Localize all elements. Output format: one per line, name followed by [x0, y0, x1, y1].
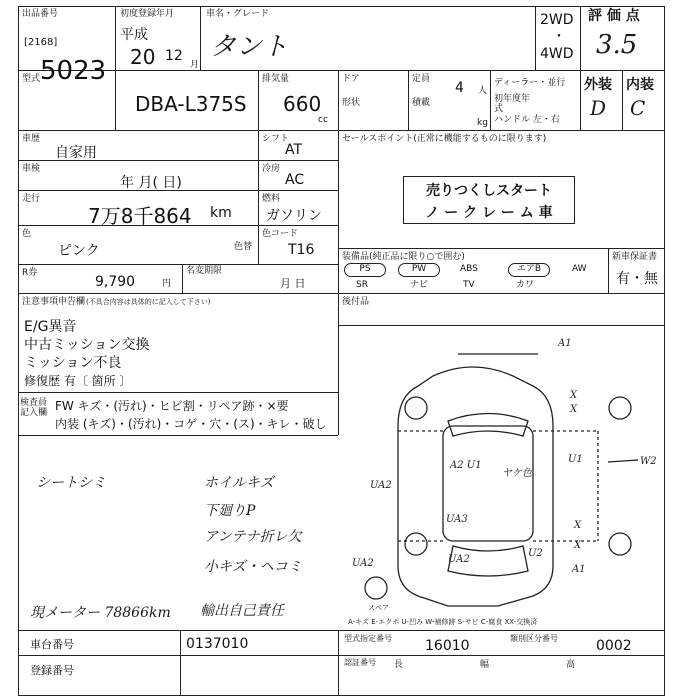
month-unit: 月 [190, 60, 200, 70]
mark-ua2-left: UA2 [370, 480, 392, 491]
handle-label: ハンドル 左・右 [494, 115, 560, 125]
spare-tire-icon [365, 577, 387, 599]
hline [18, 435, 338, 436]
exterior-grade: D [590, 96, 607, 120]
repair-history: 修復歴 有〔 箇所 〕 [24, 374, 132, 388]
model-label: 型式 [22, 74, 41, 84]
mark-a1-top: A1 [558, 338, 572, 349]
color-label: 色 [22, 229, 32, 239]
fuel-label: 燃料 [262, 194, 281, 204]
hline [18, 130, 665, 131]
color-change-label: 色替 [234, 242, 253, 252]
vline [182, 264, 183, 294]
note-line-1: E/G異音 [24, 319, 77, 335]
shape-label: 形状 [342, 98, 361, 108]
fuel: ガソリン [266, 208, 322, 224]
first-reg-label: 初度登録年月 [120, 9, 175, 19]
color-code-label: 色コード [262, 229, 299, 239]
height-label: 高 [566, 660, 576, 670]
term: 月 日 [280, 277, 306, 290]
length-label: 長 [394, 660, 404, 670]
inspection-label: 車検 [22, 164, 41, 174]
mark-u1-right: U1 [568, 454, 583, 465]
model: DBA-L375S [135, 92, 247, 116]
load-unit: kg [477, 118, 488, 128]
handwritten-export: 輸出自己責任 [200, 603, 284, 619]
sales-point-stamp [403, 176, 575, 224]
spare-label: スペア [368, 604, 389, 612]
mark-ua2-spare: UA2 [352, 558, 374, 569]
ac-label: 冷房 [262, 164, 281, 174]
note-line-3: ミッション不良 [24, 355, 122, 371]
reg-label: 登録番号 [30, 664, 74, 677]
lot-number: 5023 [40, 56, 107, 86]
inspector-line1: FW キズ・(汚れ)・ヒビ割・リペア跡・×要 [55, 399, 289, 413]
car-body-outline [398, 367, 553, 606]
hline [18, 655, 665, 656]
chassis-label: 車台番号 [30, 638, 74, 651]
handwritten-note-3: アンテナ折レ欠 [204, 529, 302, 545]
handwritten-note-4: 小キズ・ヘコミ [204, 559, 302, 575]
handwritten-note-1: ホイルキズ [204, 475, 274, 491]
car-name: タント [210, 32, 289, 62]
vline [115, 6, 116, 130]
displacement: 660 [283, 92, 322, 116]
equip-leather: カワ [516, 280, 535, 290]
handwritten-odometer: 現メーター 78866km [30, 605, 171, 621]
outer-bottom [18, 695, 665, 696]
handwritten-seat-stain: シートシミ [36, 475, 106, 491]
vline [608, 248, 609, 293]
doors-label: ドア [342, 74, 360, 84]
mileage: 7万8千864 [88, 204, 192, 228]
type-cert-label: 型式指定番号 [344, 634, 392, 643]
sales-point-label: セールスポイント(正常に機能するものに限ります) [342, 134, 547, 144]
equip-sr: SR [356, 280, 368, 290]
mark-burn: ヤケ色 [502, 468, 532, 479]
hline [18, 264, 338, 265]
drive-2wd: 2WD [540, 12, 574, 28]
class-number: 0002 [596, 638, 632, 654]
load-label: 積載 [412, 98, 431, 108]
lot-number-label: 出品番号 [22, 9, 59, 19]
displacement-label: 排気量 [262, 74, 290, 84]
equip-tv: TV [463, 280, 475, 290]
equipment-label: 装備品(純正品に限り○で囲む) [342, 252, 465, 262]
wheel-front-right-icon [609, 397, 631, 419]
auth-label: 認証番号 [344, 658, 376, 667]
sales-point-line2: ノ ー ク レ ー ム 車 [425, 205, 553, 221]
side-guide-lines [398, 431, 598, 541]
mileage-label: 走行 [22, 194, 41, 204]
inspector-line2: 内装 (キズ)・(汚れ)・コゲ・穴・(ス)・キレ・破し [55, 417, 327, 431]
drive-4wd: 4WD [540, 46, 574, 62]
mileage-unit: km [210, 205, 232, 221]
mark-x-4: X [574, 540, 582, 551]
interior-grade: C [630, 96, 646, 120]
rating: 3.5 [596, 30, 638, 60]
outer-left [18, 6, 19, 696]
mark-x-3: X [574, 520, 582, 531]
vline [535, 6, 536, 70]
vline [180, 630, 181, 695]
exterior-label: 外装 [584, 77, 612, 93]
model-year-label: 初年度年式 [494, 94, 531, 114]
sales-point-line1: 売りつくしスタート [426, 183, 552, 199]
mark-ua2-rear: UA2 [448, 554, 470, 565]
notes-sublabel: (不具合内容は具体的に記入して下さい) [86, 298, 211, 306]
vline [622, 70, 623, 130]
mark-u2: U2 [528, 548, 543, 559]
rating-label: 評 価 点 [588, 8, 640, 24]
displacement-unit: cc [318, 115, 328, 125]
color-code: T16 [288, 242, 315, 258]
hline [338, 248, 665, 249]
mark-w2: W2 [640, 456, 657, 467]
color: ピンク [58, 243, 100, 259]
new-warranty-label: 新車保証書 [612, 252, 658, 262]
vline [258, 70, 259, 265]
type-cert: 16010 [425, 638, 470, 654]
equip-abs: ABS [460, 264, 478, 274]
wheel-rear-left-icon [405, 533, 427, 555]
damage-legend: A-キズ E-エクボ U-凹み W-補修跡 S-サビ C-腐食 XX-交換済 [348, 618, 538, 626]
vline [580, 6, 581, 130]
outer-right [664, 6, 665, 696]
recycle: 9,790 [95, 274, 136, 290]
class-label: 類別区分番号 [510, 634, 558, 643]
hline [18, 392, 338, 393]
recycle-unit: 円 [162, 279, 172, 289]
history-label: 車歴 [22, 134, 41, 144]
note-arrow [608, 460, 638, 462]
width-label: 幅 [480, 660, 490, 670]
mark-x-2: X [570, 404, 578, 415]
vline [490, 70, 491, 130]
mark-x-1: X [570, 390, 578, 401]
equip-navi: ナビ [410, 280, 429, 290]
warranty: 有・無 [616, 271, 658, 287]
lot-code: [2168] [24, 37, 58, 48]
reg-month: 12 [165, 48, 183, 64]
interior-label: 内装 [626, 77, 654, 93]
history: 自家用 [55, 145, 97, 161]
handwritten-note-2: 下廻りP [204, 503, 256, 519]
hline [18, 293, 665, 294]
mark-a1-rear: A1 [572, 564, 586, 575]
capacity: 4 [455, 80, 464, 96]
car-name-label: 車名・グレード [206, 9, 270, 19]
ac: AC [285, 172, 305, 188]
note-line-2: 中古ミッション交換 [24, 337, 150, 353]
capacity-unit: 人 [478, 86, 488, 96]
equip-pw: PW [398, 263, 440, 277]
car-damage-diagram [338, 326, 664, 630]
mark-a2-u1: A2 U1 [450, 460, 482, 471]
vline [338, 630, 339, 695]
shift: AT [285, 142, 303, 158]
vline [200, 6, 201, 70]
equip-aw: AW [572, 264, 587, 274]
drive-dot: ・ [552, 29, 566, 45]
equip-airbag: エアB [508, 263, 550, 277]
chassis-number: 0137010 [186, 636, 249, 652]
extra-label: 後付品 [342, 297, 370, 307]
wheel-rear-right-icon [609, 533, 631, 555]
equip-ps: PS [344, 263, 386, 277]
notes-label: 注意事項申告欄 [22, 297, 86, 307]
vline [408, 70, 409, 130]
term-label: 名変期限 [186, 266, 223, 276]
capacity-label: 定員 [412, 74, 431, 84]
dealer-label: ディーラー・並行 [494, 78, 566, 88]
hline [18, 630, 665, 631]
reg-year: 20 [130, 45, 156, 69]
inspection: 年 月( 日) [120, 175, 182, 191]
wheel-front-left-icon [405, 397, 427, 419]
windshield [448, 414, 528, 437]
mark-ua3: UA3 [446, 514, 468, 525]
era: 平成 [120, 27, 148, 43]
inspector-label: 検査員記入欄 [20, 398, 48, 418]
recycle-label: R券 [22, 268, 38, 278]
shift-label: シフト [262, 134, 290, 144]
